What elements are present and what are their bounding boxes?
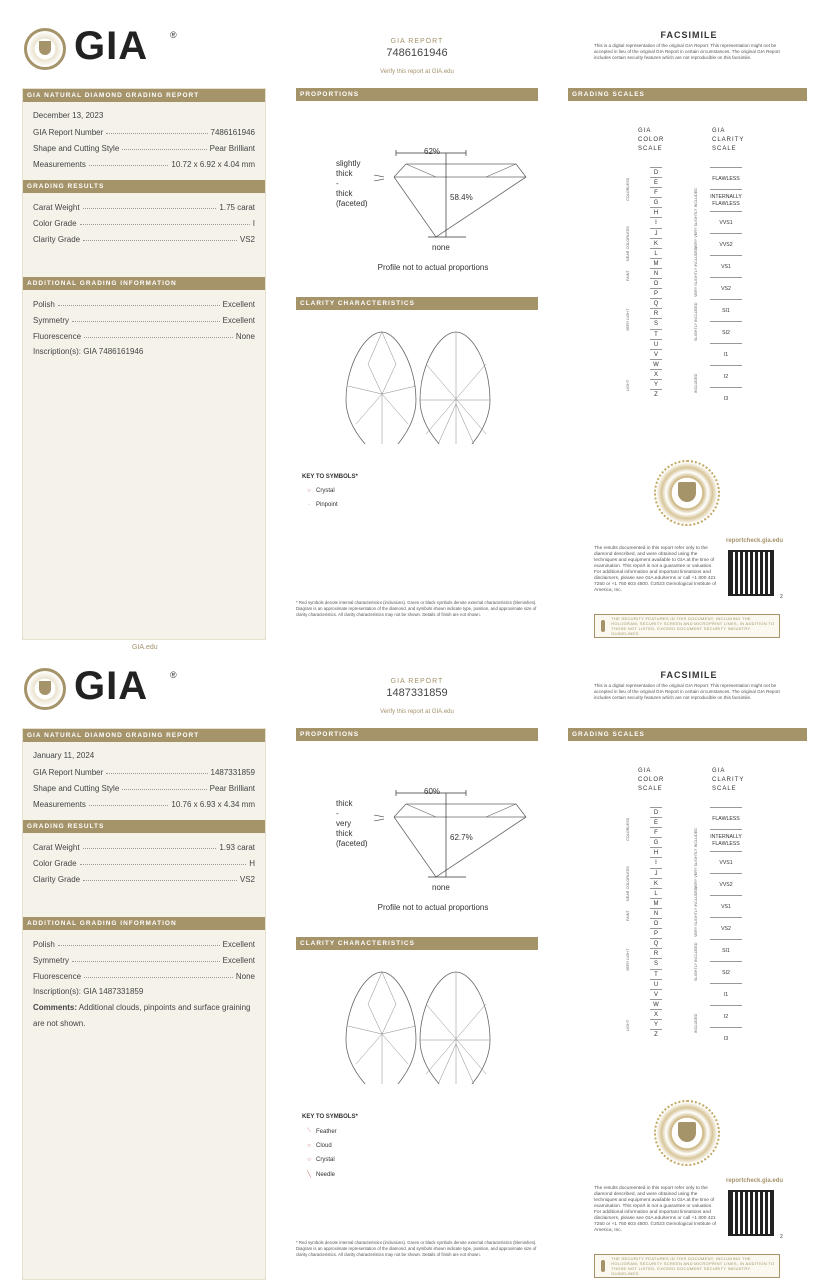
gia-seal-icon <box>24 28 66 70</box>
gia-seal-icon <box>654 1100 720 1166</box>
color-grade: Q <box>650 298 662 308</box>
clarity-grade: INTERNALLY FLAWLESS <box>710 829 742 851</box>
clarity-grade: SI1 <box>710 299 742 321</box>
inscription: Inscription(s): GIA 7486161946 <box>33 347 144 356</box>
color-grade: H <box>650 847 662 857</box>
lock-icon <box>601 620 605 632</box>
color-group-label: COLORLESS <box>626 177 630 201</box>
color-grade: N <box>650 268 662 278</box>
qr-code-icon[interactable] <box>728 1190 774 1236</box>
section-proportions: PROPORTIONS <box>296 728 538 741</box>
row-symmetry: Symmetry Excellent <box>33 955 255 965</box>
depth-percent: 58.4% <box>450 193 473 202</box>
color-grade-list <box>650 807 662 1039</box>
row-fluorescence: Fluorescence None <box>33 331 255 341</box>
clarity-plot <box>296 310 538 520</box>
girdle-label: thick - very thick (faceted) <box>336 799 368 848</box>
security-strip <box>594 614 780 638</box>
color-grade: O <box>650 918 662 928</box>
clarity-scale-title: GIA CLARITY SCALE <box>712 128 745 152</box>
color-group-label: FAINT <box>626 270 630 281</box>
clarity-grade: VVS2 <box>710 233 742 255</box>
facsimile-title: FACSIMILE <box>660 670 718 680</box>
clarity-grade: VS2 <box>710 917 742 939</box>
clarity-grade: INTERNALLY FLAWLESS <box>710 189 742 211</box>
color-grade: W <box>650 999 662 1009</box>
color-grade: D <box>650 807 662 817</box>
color-grade: G <box>650 837 662 847</box>
clarity-grade: I3 <box>710 1027 742 1049</box>
key-list <box>296 488 358 508</box>
color-scale-title: GIA COLOR SCALE <box>638 768 665 792</box>
color-grade: F <box>650 187 662 197</box>
clarity-grade: VVS1 <box>710 851 742 873</box>
lock-icon <box>601 1260 605 1272</box>
registered-mark: ® <box>170 670 177 680</box>
color-grade: U <box>650 979 662 989</box>
row-report-number: GIA Report Number 7486161946 <box>33 127 255 137</box>
color-group-label: COLORLESS <box>626 817 630 841</box>
section-report-header: GIA NATURAL DIAMOND GRADING REPORT <box>23 89 265 102</box>
registered-mark: ® <box>170 30 177 40</box>
row-carat: Carat Weight 1.93 carat <box>33 842 255 852</box>
color-group-label: LIGHT <box>626 379 630 391</box>
color-group-label: FAINT <box>626 910 630 921</box>
color-grade: K <box>650 878 662 888</box>
color-grade: G <box>650 197 662 207</box>
clarity-grade: SI2 <box>710 961 742 983</box>
color-grade: J <box>650 868 662 878</box>
color-grade: J <box>650 228 662 238</box>
key-title: KEY TO SYMBOLS* <box>302 1114 358 1120</box>
color-grade: I <box>650 217 662 227</box>
facsimile-notice <box>594 670 784 701</box>
color-grade: N <box>650 908 662 918</box>
logo-text: GIA <box>74 664 149 708</box>
report-date: December 13, 2023 <box>33 111 104 120</box>
clarity-grade: FLAWLESS <box>710 167 742 189</box>
color-grade: S <box>650 318 662 328</box>
culet-label: none <box>432 883 450 892</box>
clarity-group-label: SLIGHTLY INCLUDED <box>694 942 698 981</box>
report-header-label: GIA REPORT <box>390 678 444 685</box>
clarity-group-label: VERY VERY SLIGHTLY INCLUDED <box>694 828 698 889</box>
key-list <box>296 1128 358 1178</box>
color-grade: W <box>650 359 662 369</box>
row-carat: Carat Weight 1.75 carat <box>33 202 255 212</box>
color-grade: Q <box>650 938 662 948</box>
key-item-cloud: ○ Cloud <box>307 1143 332 1149</box>
section-report-header: GIA NATURAL DIAMOND GRADING REPORT <box>23 729 265 742</box>
row-shape: Shape and Cutting Style Pear Brilliant <box>33 143 255 153</box>
color-grade: P <box>650 928 662 938</box>
clarity-scale-title: GIA CLARITY SCALE <box>712 768 745 792</box>
section-clarity: CLARITY CHARACTERISTICS <box>296 937 538 950</box>
color-grade: T <box>650 329 662 339</box>
grading-scales-column <box>568 728 807 1280</box>
facsimile-text: This is a digital representation of the original GIA Report. This representation might not be accepted in lieu of the original GIA Report in certain circumstances. The original GIA Report includes certain security features which are not reproducible on this facsimile. <box>594 43 780 60</box>
page-number: 2 <box>780 1234 783 1240</box>
pinpoint-icon: · <box>308 502 310 508</box>
diagram-column <box>296 728 538 1280</box>
color-grade: M <box>650 258 662 268</box>
report-header-number: 7486161946 <box>386 47 448 59</box>
clarity-grade: VVS2 <box>710 873 742 895</box>
color-grade: Y <box>650 379 662 389</box>
logo-text: GIA <box>74 24 149 68</box>
crystal-icon: ○ <box>307 488 311 494</box>
clarity-grade: FLAWLESS <box>710 807 742 829</box>
comments: Comments: Additional clouds, pinpoints and surface graining are not shown. <box>33 1003 251 1028</box>
page-number: 2 <box>780 594 783 600</box>
security-strip <box>594 1254 780 1278</box>
row-symmetry: Symmetry Excellent <box>33 315 255 325</box>
clarity-group-label: VERY VERY SLIGHTLY INCLUDED <box>694 188 698 249</box>
gia-edu-link[interactable]: GIA.edu <box>132 644 158 651</box>
depth-percent: 62.7% <box>450 833 473 842</box>
footnote: * Red symbols denote internal characteristics (inclusions). Green or black symbols denote external characteristics (blemishes). Diagram is an approximate representation of the diamond, and symbols shown indicate type, position, and approximate size of clarity characteristics. All clarity characteristics may not be shown. Details of finish are not shown. <box>296 1240 537 1257</box>
culet-label: none <box>432 243 450 252</box>
color-grade: L <box>650 888 662 898</box>
color-group-label: VERY LIGHT <box>626 308 630 331</box>
clarity-grade: I2 <box>710 1005 742 1027</box>
table-percent: 60% <box>424 787 441 796</box>
color-grade: E <box>650 817 662 827</box>
report-header-number: 1487331859 <box>386 687 448 699</box>
inscription: Inscription(s): GIA 1487331859 <box>33 987 144 996</box>
report-header-label: GIA REPORT <box>390 38 444 45</box>
key-item-pinpoint: · Pinpoint <box>308 502 338 508</box>
color-scale-title: GIA COLOR SCALE <box>638 128 665 152</box>
row-polish: Polish Excellent <box>33 299 255 309</box>
color-grade: V <box>650 989 662 999</box>
clarity-grade: I3 <box>710 387 742 409</box>
pear-plot-icon <box>296 324 538 444</box>
color-grade: E <box>650 177 662 187</box>
section-grading-scales: GRADING SCALES <box>568 728 807 741</box>
row-shape: Shape and Cutting Style Pear Brilliant <box>33 783 255 793</box>
qr-code-icon[interactable] <box>728 550 774 596</box>
clarity-grade: SI1 <box>710 939 742 961</box>
clarity-grade-list <box>710 167 742 409</box>
color-group-label: NEAR COLORLESS <box>626 226 630 261</box>
color-grade-list <box>650 167 662 399</box>
report-header <box>296 678 538 715</box>
row-color: Color Grade H <box>33 858 255 868</box>
row-clarity: Clarity Grade VS2 <box>33 234 255 244</box>
color-group-label: LIGHT <box>626 1019 630 1031</box>
gia-logo <box>24 664 177 710</box>
color-grade: L <box>650 248 662 258</box>
verify-link[interactable]: Verify this report at GIA.edu <box>380 709 454 715</box>
report-details-column <box>22 88 266 640</box>
grading-scales-column <box>568 88 807 640</box>
clarity-grade: VS1 <box>710 895 742 917</box>
row-fluorescence: Fluorescence None <box>33 971 255 981</box>
color-grade: T <box>650 969 662 979</box>
color-grade: V <box>650 349 662 359</box>
key-item-feather: ⟍ Feather <box>306 1128 337 1135</box>
clarity-grade: VS2 <box>710 277 742 299</box>
verify-link[interactable]: Verify this report at GIA.edu <box>380 69 454 75</box>
section-grading-results: GRADING RESULTS <box>23 180 265 193</box>
key-item-crystal: ○ Crystal <box>307 488 335 494</box>
color-grade: O <box>650 278 662 288</box>
facsimile-notice <box>594 30 784 61</box>
clarity-grade: I2 <box>710 365 742 387</box>
color-grade: M <box>650 898 662 908</box>
clarity-grade: I1 <box>710 343 742 365</box>
diamond-profile-icon <box>366 149 576 269</box>
row-polish: Polish Excellent <box>33 939 255 949</box>
diagram-column <box>296 88 538 640</box>
color-grade: X <box>650 369 662 379</box>
table-percent: 62% <box>424 147 441 156</box>
feather-icon: ⟍ <box>306 1128 312 1134</box>
section-proportions: PROPORTIONS <box>296 88 538 101</box>
profile-note: Profile not to actual proportions <box>377 263 489 272</box>
report-date: January 11, 2024 <box>33 751 95 760</box>
clarity-group-label: INCLUDED <box>694 373 698 393</box>
clarity-grade-list <box>710 807 742 1049</box>
clarity-grade: SI2 <box>710 321 742 343</box>
clarity-plot <box>296 950 538 1178</box>
row-measurements: Measurements 10.72 x 6.92 x 4.04 mm <box>33 159 255 169</box>
security-text: THE SECURITY FEATURES IN THIS DOCUMENT, INCLUDING THE HOLOGRAM, SECURITY SCREEN AND MICROPRINT LINES, IN ADDITION TO THOSE NOT LISTED, EXCEED DOCUMENT SECURITY INDUSTRY GUIDELINES. <box>611 1256 775 1276</box>
color-grade: D <box>650 167 662 177</box>
report-details-column <box>22 728 266 1280</box>
color-group-label: VERY LIGHT <box>626 948 630 971</box>
row-measurements: Measurements 10.76 x 6.93 x 4.34 mm <box>33 799 255 809</box>
color-grade: Y <box>650 1019 662 1029</box>
color-grade: R <box>650 948 662 958</box>
color-grade: H <box>650 207 662 217</box>
clarity-group-label: SLIGHTLY INCLUDED <box>694 302 698 341</box>
color-grade: Z <box>650 389 662 399</box>
row-clarity: Clarity Grade VS2 <box>33 874 255 884</box>
diamond-profile-icon <box>366 789 576 909</box>
section-clarity: CLARITY CHARACTERISTICS <box>296 297 538 310</box>
facsimile-text: This is a digital representation of the original GIA Report. This representation might not be accepted in lieu of the original GIA Report in certain circumstances. The original GIA Report includes certain security features which are not reproducible on this facsimile. <box>594 683 780 700</box>
clarity-grade: I1 <box>710 983 742 1005</box>
girdle-label: slightly thick - thick (faceted) <box>336 159 368 208</box>
key-item-crystal: ○ Crystal <box>307 1157 335 1163</box>
section-additional: ADDITIONAL GRADING INFORMATION <box>23 917 265 930</box>
section-grading-scales: GRADING SCALES <box>568 88 807 101</box>
row-color: Color Grade I <box>33 218 255 228</box>
reportcheck-link[interactable]: reportcheck.gia.edu <box>726 538 784 544</box>
proportions-diagram <box>296 101 538 297</box>
clarity-group-label: VERY SLIGHTLY INCLUDED <box>694 247 698 297</box>
pear-plot-icon <box>296 964 538 1084</box>
color-grade: R <box>650 308 662 318</box>
footnote: * Red symbols denote internal characteristics (inclusions). Green or black symbols denote external characteristics (blemishes). Diagram is an approximate representation of the diamond, and symbols shown indicate type, position, and approximate size of clarity characteristics. All clarity characteristics may not be shown. Details of finish are not shown. <box>296 600 537 617</box>
gia-seal-icon <box>24 668 66 710</box>
reportcheck-link[interactable]: reportcheck.gia.edu <box>726 1178 784 1184</box>
needle-icon: ╲ <box>307 1172 311 1178</box>
profile-note: Profile not to actual proportions <box>377 903 489 912</box>
proportions-diagram <box>296 741 538 937</box>
grading-report <box>0 640 825 1280</box>
color-grade: I <box>650 857 662 867</box>
color-grade: Z <box>650 1029 662 1039</box>
scales <box>568 741 807 1041</box>
clarity-group-label: VERY SLIGHTLY INCLUDED <box>694 887 698 937</box>
cloud-icon: ○ <box>307 1143 311 1149</box>
scales <box>568 101 807 401</box>
clarity-grade: VVS1 <box>710 211 742 233</box>
facsimile-title: FACSIMILE <box>660 30 718 40</box>
report-header <box>296 38 538 75</box>
results-text: The results documented in this report refer only to the diamond described, and were obtained using the techniques and equipment available to GIA at the time of examination. This report is not a guarantee or valuation. For additional information and important limitations and disclaimers, please see GIA.edu/terms or call +1 800 421 7250 or +1 760 603 4500. ©2023 Gemological Institute of America, Inc. <box>594 1186 717 1233</box>
gia-logo <box>24 24 177 70</box>
gia-seal-icon <box>654 460 720 526</box>
color-grade: F <box>650 827 662 837</box>
crystal-icon: ○ <box>307 1157 311 1163</box>
security-text: THE SECURITY FEATURES IN THIS DOCUMENT, INCLUDING THE HOLOGRAM, SECURITY SCREEN AND MICROPRINT LINES, IN ADDITION TO THOSE NOT LISTED, EXCEED DOCUMENT SECURITY INDUSTRY GUIDELINES. <box>611 616 775 636</box>
color-grade: U <box>650 339 662 349</box>
color-grade: X <box>650 1009 662 1019</box>
results-text: The results documented in this report refer only to the diamond described, and were obtained using the techniques and equipment available to GIA at the time of examination. This report is not a guarantee or valuation. For additional information and important limitations and disclaimers, please see GIA.edu/terms or call +1 800 421 7250 or +1 760 603 4500. ©2023 Gemological Institute of America, Inc. <box>594 546 717 593</box>
color-grade: P <box>650 288 662 298</box>
row-report-number: GIA Report Number 1487331859 <box>33 767 255 777</box>
clarity-group-label: INCLUDED <box>694 1013 698 1033</box>
section-additional: ADDITIONAL GRADING INFORMATION <box>23 277 265 290</box>
key-item-needle: ╲ Needle <box>307 1171 336 1178</box>
clarity-grade: VS1 <box>710 255 742 277</box>
color-grade: K <box>650 238 662 248</box>
section-grading-results: GRADING RESULTS <box>23 820 265 833</box>
color-group-label: NEAR COLORLESS <box>626 866 630 901</box>
key-title: KEY TO SYMBOLS* <box>302 474 358 480</box>
color-grade: S <box>650 958 662 968</box>
